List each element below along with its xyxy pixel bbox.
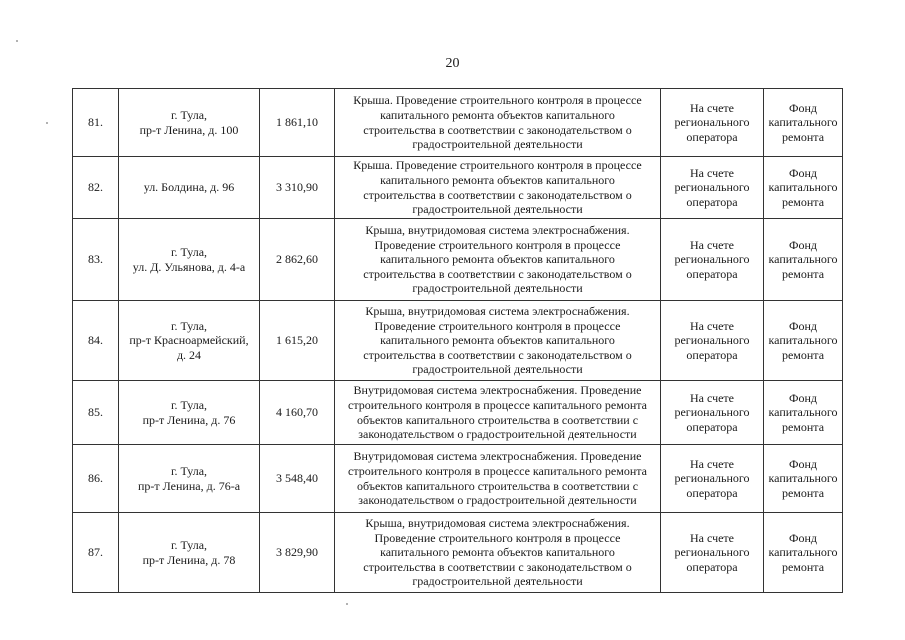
scan-speck [16,40,18,42]
works-table [72,88,843,593]
account-cell: На счете регионального оператора [661,513,764,593]
area-cell: 2 862,60 [260,219,335,301]
account-cell: На счете регионального оператора [661,381,764,445]
account-cell: На счете регионального оператора [661,89,764,157]
table-row [73,157,843,219]
table-row [73,445,843,513]
fund-cell: Фонд капитального ремонта [764,219,843,301]
fund-cell: Фонд капитального ремонта [764,445,843,513]
table-row [73,89,843,157]
account-cell: На счете регионального оператора [661,301,764,381]
row-number: 87. [73,513,119,593]
table-row [73,219,843,301]
fund-cell: Фонд капитального ремонта [764,301,843,381]
work-description-cell: Внутридомовая система электроснабжения. Проведение строительного контроля в процессе капитального ремонта объектов капитального строительства в соответствии с законодательством о градостроительной деятельности [335,445,661,513]
table-row [73,513,843,593]
work-description-cell: Крыша, внутридомовая система электроснабжения. Проведение строительного контроля в процессе капитального ремонта объектов капитального строительства в соответствии с законодательством о градостроительной деятельности [335,513,661,593]
account-cell: На счете регионального оператора [661,219,764,301]
fund-cell: Фонд капитального ремонта [764,381,843,445]
scan-speck [46,122,48,124]
page-number: 20 [445,56,460,71]
address-cell: г. Тула, пр-т Ленина, д. 100 [119,89,260,157]
row-number: 86. [73,445,119,513]
row-number: 81. [73,89,119,157]
fund-cell: Фонд капитального ремонта [764,513,843,593]
table-row [73,301,843,381]
scan-speck [346,603,348,605]
work-description-cell: Крыша, внутридомовая система электроснабжения. Проведение строительного контроля в процессе капитального ремонта объектов капитального строительства в соответствии с законодательством о градостроительной деятельности [335,301,661,381]
address-cell: г. Тула, ул. Д. Ульянова, д. 4-а [119,219,260,301]
row-number: 83. [73,219,119,301]
area-cell: 4 160,70 [260,381,335,445]
address-cell: г. Тула, пр-т Ленина, д. 76 [119,381,260,445]
area-cell: 1 615,20 [260,301,335,381]
address-cell: г. Тула, пр-т Ленина, д. 76-а [119,445,260,513]
area-cell: 3 829,90 [260,513,335,593]
account-cell: На счете регионального оператора [661,157,764,219]
table-row [73,381,843,445]
row-number: 84. [73,301,119,381]
account-cell: На счете регионального оператора [661,445,764,513]
area-cell: 3 548,40 [260,445,335,513]
row-number: 85. [73,381,119,445]
area-cell: 3 310,90 [260,157,335,219]
work-description-cell: Крыша. Проведение строительного контроля в процессе капитального ремонта объектов капитального строительства в соответствии с законодательством о градостроительной деятельности [335,89,661,157]
row-number: 82. [73,157,119,219]
address-cell: г. Тула, пр-т Ленина, д. 78 [119,513,260,593]
fund-cell: Фонд капитального ремонта [764,89,843,157]
area-cell: 1 861,10 [260,89,335,157]
work-description-cell: Крыша. Проведение строительного контроля в процессе капитального ремонта объектов капитального строительства в соответствии с законодательством о градостроительной деятельности [335,157,661,219]
address-cell: ул. Болдина, д. 96 [119,157,260,219]
work-description-cell: Крыша, внутридомовая система электроснабжения. Проведение строительного контроля в процессе капитального ремонта объектов капитального строительства в соответствии с законодательством о градостроительной деятельности [335,219,661,301]
work-description-cell: Внутридомовая система электроснабжения. Проведение строительного контроля в процессе капитального ремонта объектов капитального строительства в соответствии с законодательством о градостроительной деятельности [335,381,661,445]
address-cell: г. Тула, пр-т Красноармейский, д. 24 [119,301,260,381]
fund-cell: Фонд капитального ремонта [764,157,843,219]
